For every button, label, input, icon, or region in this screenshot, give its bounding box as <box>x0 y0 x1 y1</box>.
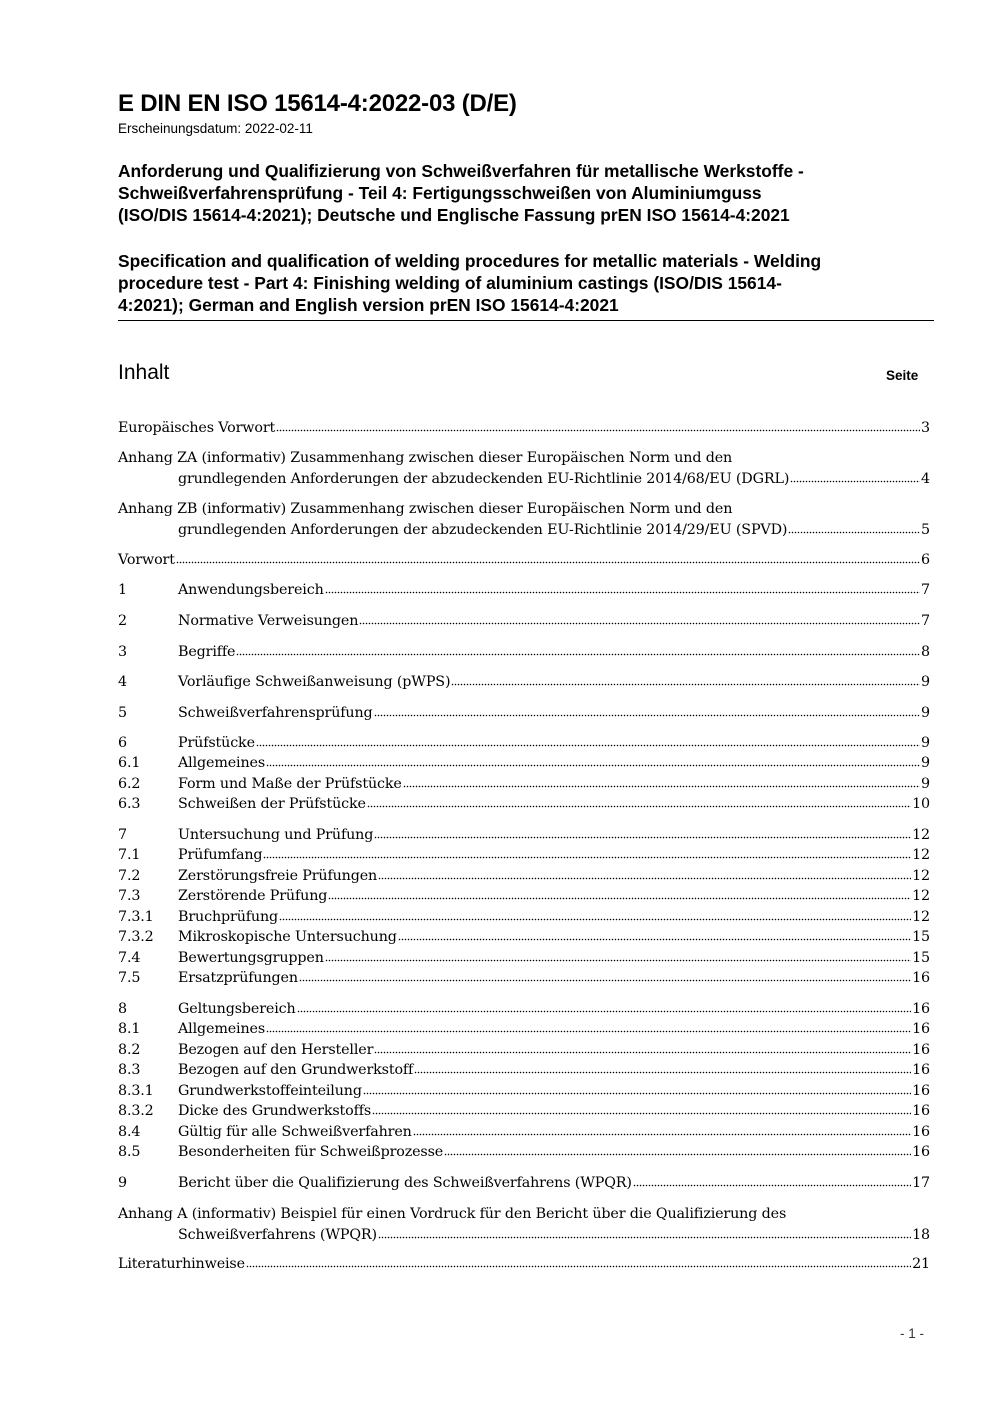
toc-dot-leader <box>276 428 920 433</box>
toc-entry-number: 6.3 <box>118 796 141 812</box>
toc-entry-page: 9 <box>921 755 930 771</box>
toc-entry[interactable] <box>118 999 930 1019</box>
toc-entry-number: 6 <box>118 735 127 751</box>
toc-entry-page: 15 <box>912 929 930 945</box>
table-of-contents <box>118 0 930 1403</box>
toc-entry-number: 9 <box>118 1175 127 1191</box>
toc-entry-label-continuation: grundlegenden Anforderungen der abzudeckenden EU-Richtlinie 2014/29/EU (SPVD) <box>178 522 788 538</box>
toc-entry-page: 9 <box>921 705 930 721</box>
toc-entry[interactable] <box>118 642 930 662</box>
toc-dot-leader <box>263 855 911 860</box>
toc-dot-leader <box>266 763 920 768</box>
toc-page-column-label: Seite <box>886 368 919 383</box>
footer-page-number: - 1 - <box>900 1326 925 1341</box>
toc-dot-leader <box>378 1235 911 1240</box>
toc-entry-page: 4 <box>921 471 930 487</box>
document-title: E DIN EN ISO 15614-4:2022-03 (D/E) <box>118 90 517 117</box>
toc-entry-page: 12 <box>912 909 930 925</box>
toc-entry-label: Bewertungsgruppen <box>178 950 324 966</box>
german-title-line: Anforderung und Qualifizierung von Schweißverfahren für metallische Werkstoffe - <box>118 161 804 181</box>
toc-entry-page: 16 <box>912 1062 930 1078</box>
toc-entry-label: Vorläufige Schweißanweisung (pWPS) <box>178 674 451 690</box>
toc-entry-label: Untersuchung und Prüfung <box>178 827 374 843</box>
toc-entry-label: Besonderheiten für Schweißprozesse <box>178 1144 444 1160</box>
toc-entry-label: Bericht über die Qualifizierung des Schweißverfahrens (WPQR) <box>178 1175 632 1191</box>
toc-dot-leader <box>236 652 920 657</box>
toc-entry-number: 2 <box>118 613 127 629</box>
toc-entry-page: 16 <box>912 1001 930 1017</box>
toc-entry-label: Anhang A (informativ) Beispiel für einen Vordruck für den Bericht über die Qualifizierung des <box>118 1206 787 1222</box>
toc-dot-leader <box>374 835 911 840</box>
toc-entry-label: Ersatzprüfungen <box>178 970 298 986</box>
toc-entry-number: 8.3 <box>118 1062 141 1078</box>
toc-entry-label: Mikroskopische Untersuchung <box>178 929 397 945</box>
publication-date: Erscheinungsdatum: 2022-02-11 <box>118 121 313 136</box>
toc-entry-page: 3 <box>921 420 930 436</box>
toc-entry-page: 15 <box>912 950 930 966</box>
toc-entry[interactable] <box>118 1081 930 1101</box>
toc-entry[interactable] <box>118 580 930 600</box>
toc-entry-page: 12 <box>912 888 930 904</box>
toc-entry[interactable] <box>118 499 930 538</box>
toc-entry-number: 8.3.2 <box>118 1103 154 1119</box>
toc-entry-number: 1 <box>118 582 127 598</box>
toc-entry-number: 7 <box>118 827 127 843</box>
toc-entry-label-continuation: Schweißverfahrens (WPQR) <box>178 1227 377 1243</box>
toc-entry-number: 7.4 <box>118 950 141 966</box>
toc-entry-number: 8.5 <box>118 1144 141 1160</box>
toc-entry-page: 17 <box>912 1175 930 1191</box>
toc-dot-leader <box>176 560 920 565</box>
toc-dot-leader <box>374 1050 911 1055</box>
toc-heading: Inhalt <box>118 361 170 384</box>
toc-entry-number: 7.2 <box>118 868 141 884</box>
toc-entry-page: 16 <box>912 1083 930 1099</box>
english-title-line: Specification and qualification of welding procedures for metallic materials - Welding <box>118 251 822 271</box>
toc-entry-page: 5 <box>921 522 930 538</box>
toc-dot-leader <box>633 1183 911 1188</box>
toc-entry[interactable] <box>118 703 930 723</box>
toc-entry-label: Allgemeines <box>178 755 266 771</box>
toc-dot-leader <box>374 713 921 718</box>
toc-entry[interactable] <box>118 550 930 570</box>
toc-entry-number: 6.1 <box>118 755 141 771</box>
toc-entry[interactable] <box>118 968 930 988</box>
toc-entry-label: Zerstörungsfreie Prüfungen <box>178 868 378 884</box>
toc-entry[interactable] <box>118 418 930 438</box>
toc-dot-leader <box>359 621 920 626</box>
toc-entry-label: Form und Maße der Prüfstücke <box>178 776 402 792</box>
toc-dot-leader <box>451 682 920 687</box>
toc-entry-label-continuation: grundlegenden Anforderungen der abzudeckenden EU-Richtlinie 2014/68/EU (DGRL) <box>178 471 790 487</box>
toc-entry[interactable] <box>118 825 930 845</box>
toc-dot-leader <box>788 530 920 535</box>
toc-entry-page: 21 <box>912 1256 930 1272</box>
toc-entry-page: 16 <box>912 1124 930 1140</box>
toc-entry[interactable] <box>118 1040 930 1060</box>
toc-entry-number: 3 <box>118 644 127 660</box>
toc-dot-leader <box>279 917 911 922</box>
toc-entry-label: Prüfumfang <box>178 847 263 863</box>
toc-entry-number: 7.1 <box>118 847 141 863</box>
toc-entry-label: Allgemeines <box>178 1021 266 1037</box>
toc-dot-leader <box>444 1152 911 1157</box>
toc-dot-leader <box>246 1264 911 1269</box>
toc-entry-page: 12 <box>912 847 930 863</box>
toc-entry-label: Bezogen auf den Grundwerkstoff <box>178 1062 414 1078</box>
toc-entry-page: 8 <box>921 644 930 660</box>
toc-entry[interactable] <box>118 753 930 773</box>
toc-entry[interactable] <box>118 774 930 794</box>
toc-entry-number: 8.2 <box>118 1042 141 1058</box>
toc-entry[interactable] <box>118 845 930 865</box>
toc-dot-leader <box>325 590 920 595</box>
toc-entry[interactable] <box>118 448 930 487</box>
toc-entry[interactable] <box>118 611 930 631</box>
toc-entry-number: 4 <box>118 674 127 690</box>
toc-entry-page: 12 <box>912 868 930 884</box>
toc-entry-number: 7.3.1 <box>118 909 154 925</box>
toc-entry[interactable] <box>118 927 930 947</box>
toc-entry-page: 12 <box>912 827 930 843</box>
toc-entry[interactable] <box>118 794 930 814</box>
toc-dot-leader <box>256 743 920 748</box>
toc-entry-label: Anwendungsbereich <box>178 582 324 598</box>
toc-dot-leader <box>325 958 911 963</box>
toc-entry-label: Literaturhinweise <box>118 1256 245 1272</box>
toc-dot-leader <box>328 896 911 901</box>
toc-entry[interactable] <box>118 1254 930 1274</box>
toc-entry-page: 7 <box>921 582 930 598</box>
toc-entry[interactable] <box>118 866 930 886</box>
toc-entry[interactable] <box>118 1122 930 1142</box>
toc-entry-label: Geltungsbereich <box>178 1001 296 1017</box>
toc-entry-label: Grundwerkstoffeinteilung <box>178 1083 362 1099</box>
toc-entry[interactable] <box>118 1142 930 1162</box>
toc-entry-label: Anhang ZA (informativ) Zusammenhang zwischen dieser Europäischen Norm und den <box>118 450 733 466</box>
toc-entry-number: 8.1 <box>118 1021 141 1037</box>
toc-entry[interactable] <box>118 733 930 753</box>
toc-entry[interactable] <box>118 948 930 968</box>
toc-entry-label: Normative Verweisungen <box>178 613 359 629</box>
toc-entry-number: 8 <box>118 1001 127 1017</box>
toc-entry-number: 7.3 <box>118 888 141 904</box>
toc-entry-page: 7 <box>921 613 930 629</box>
toc-entry[interactable] <box>118 907 930 927</box>
toc-dot-leader <box>414 1070 911 1075</box>
toc-dot-leader <box>398 937 911 942</box>
toc-entry[interactable] <box>118 1204 930 1243</box>
toc-entry-label: Bezogen auf den Hersteller <box>178 1042 374 1058</box>
toc-entry-number: 5 <box>118 705 127 721</box>
english-title-line: procedure test - Part 4: Finishing welding of aluminium castings (ISO/DIS 15614- <box>118 273 782 293</box>
toc-entry-number: 7.5 <box>118 970 141 986</box>
toc-entry-number: 7.3.2 <box>118 929 154 945</box>
toc-entry-page: 10 <box>912 796 930 812</box>
toc-dot-leader <box>363 1091 911 1096</box>
toc-entry-page: 9 <box>921 735 930 751</box>
toc-entry-label: Zerstörende Prüfung <box>178 888 328 904</box>
toc-entry[interactable] <box>118 886 930 906</box>
toc-entry-page: 9 <box>921 776 930 792</box>
toc-dot-leader <box>403 784 920 789</box>
toc-entry-page: 6 <box>921 552 930 568</box>
toc-dot-leader <box>299 978 911 983</box>
toc-entry[interactable] <box>118 1060 930 1080</box>
toc-entry-label: Vorwort <box>118 552 175 568</box>
toc-entry-page: 9 <box>921 674 930 690</box>
toc-dot-leader <box>297 1009 912 1014</box>
toc-entry-label: Gültig für alle Schweißverfahren <box>178 1124 412 1140</box>
toc-dot-leader <box>266 1029 911 1034</box>
toc-entry-page: 16 <box>912 1103 930 1119</box>
toc-entry-label: Schweißverfahrensprüfung <box>178 705 373 721</box>
toc-entry[interactable] <box>118 1101 930 1121</box>
toc-entry-number: 8.3.1 <box>118 1083 154 1099</box>
toc-entry-label: Europäisches Vorwort <box>118 420 276 436</box>
toc-entry[interactable] <box>118 1173 930 1193</box>
toc-entry-number: 6.2 <box>118 776 141 792</box>
toc-dot-leader <box>367 804 911 809</box>
toc-entry-label: Anhang ZB (informativ) Zusammenhang zwischen dieser Europäischen Norm und den <box>118 501 733 517</box>
german-title-line: (ISO/DIS 15614-4:2021); Deutsche und Englische Fassung prEN ISO 15614-4:2021 <box>118 205 790 225</box>
english-title-line: 4:2021); German and English version prEN ISO 15614-4:2021 <box>118 295 619 315</box>
toc-entry-label: Begriffe <box>178 644 236 660</box>
toc-dot-leader <box>413 1132 911 1137</box>
toc-entry-page: 18 <box>912 1227 930 1243</box>
toc-entry-number: 8.4 <box>118 1124 141 1140</box>
toc-dot-leader <box>372 1111 911 1116</box>
toc-entry-page: 16 <box>912 1021 930 1037</box>
toc-entry-page: 16 <box>912 1144 930 1160</box>
toc-entry-label: Schweißen der Prüfstücke <box>178 796 366 812</box>
german-title-line: Schweißverfahrensprüfung - Teil 4: Fertigungsschweißen von Aluminiumguss <box>118 183 762 203</box>
toc-entry[interactable] <box>118 1019 930 1039</box>
toc-dot-leader <box>378 876 911 881</box>
toc-entry-page: 16 <box>912 970 930 986</box>
toc-dot-leader <box>790 479 920 484</box>
toc-entry[interactable] <box>118 672 930 692</box>
toc-entry-label: Dicke des Grundwerkstoffs <box>178 1103 372 1119</box>
toc-entry-page: 16 <box>912 1042 930 1058</box>
toc-entry-label: Bruchprüfung <box>178 909 279 925</box>
toc-entry-label: Prüfstücke <box>178 735 255 751</box>
